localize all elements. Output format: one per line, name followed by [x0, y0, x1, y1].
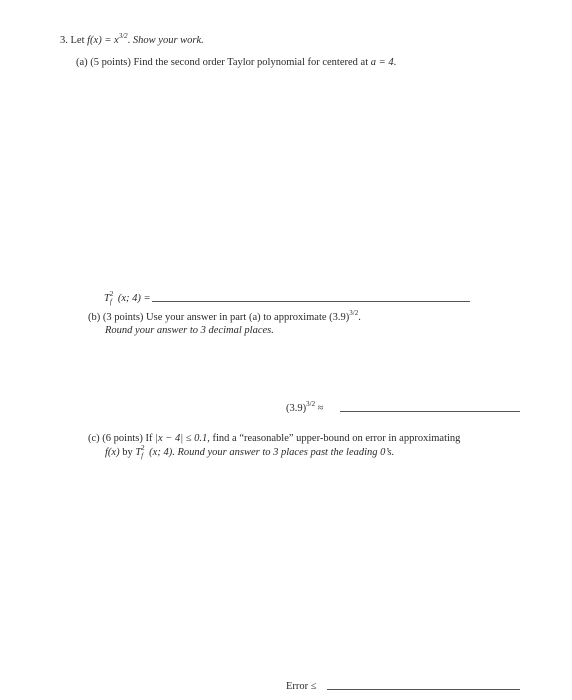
part-b-question [88, 308, 361, 324]
part-c-answer-label: Error ≤ [286, 681, 317, 692]
part-c-if: If [145, 433, 153, 444]
part-c-taylor-function: f [141, 452, 144, 460]
part-a-points: (5 points) [90, 57, 131, 68]
part-a-question: (a) (5 points) Find the second order Taylor polynomial for centered at a = 4. [76, 57, 397, 68]
stem-suffix: . [127, 35, 131, 46]
part-b-expr-end: . [358, 312, 361, 323]
approx-symbol: ≈ [317, 403, 324, 414]
part-c-condition: |x − 4| ≤ 0.1 [155, 433, 208, 444]
part-b-label: (b) [88, 312, 101, 323]
stem-prefix: Let [70, 35, 85, 46]
function-exponent: 3/2 [118, 31, 128, 40]
part-b-answer-base: (3.9) [286, 403, 307, 414]
part-a-answer-line[interactable] [152, 301, 470, 302]
part-b-expr-exp: 3/2 [349, 308, 359, 317]
part-b-expr: (3.9) [329, 312, 350, 323]
taylor-symbol: T [104, 293, 110, 304]
part-c-note: Round your answer to 3 places past the leading 0’s. [177, 447, 395, 458]
part-c-label: (c) [88, 433, 100, 444]
part-c-points: (6 points) [102, 433, 143, 444]
part-a-text: Find the second order Taylor polynomial for centered at [133, 57, 369, 68]
part-c-function: f(x) [105, 447, 120, 458]
problem-stem [60, 31, 204, 47]
part-b-text: Use your answer in part (a) to approximate [146, 312, 327, 323]
part-b-note: Round your answer to 3 decimal places. [105, 325, 274, 336]
part-c-answer-line[interactable] [327, 689, 520, 690]
part-b-answer-label [286, 399, 324, 415]
part-c-taylor-scripts [141, 444, 149, 460]
problem-number: 3. [60, 35, 68, 46]
part-b-points: (3 points) [102, 312, 144, 323]
taylor-order: 2 [109, 290, 114, 298]
taylor-scripts [109, 290, 118, 306]
part-a-answer-label [104, 291, 151, 305]
part-b-answer-exp: 3/2 [306, 399, 316, 408]
taylor-args: (x; 4) = [117, 293, 151, 304]
part-a-label: (a) [76, 57, 88, 68]
part-b-answer-line[interactable] [340, 411, 520, 412]
function-def: f(x) = x [87, 35, 119, 46]
part-c-taylor-args: (x; 4). [149, 447, 175, 458]
part-c-taylor-symbol: T [135, 447, 142, 458]
part-a-center: a = 4 [370, 57, 394, 68]
taylor-function: f [109, 298, 112, 306]
part-c-taylor-order: 2 [141, 444, 145, 452]
part-c-line2 [105, 445, 394, 459]
instruction-text: Show your work. [132, 35, 204, 46]
part-c-by: by [122, 447, 133, 458]
part-c-line1-rest: , find a “reasonable” upper-bound on error in approximating [207, 433, 461, 444]
